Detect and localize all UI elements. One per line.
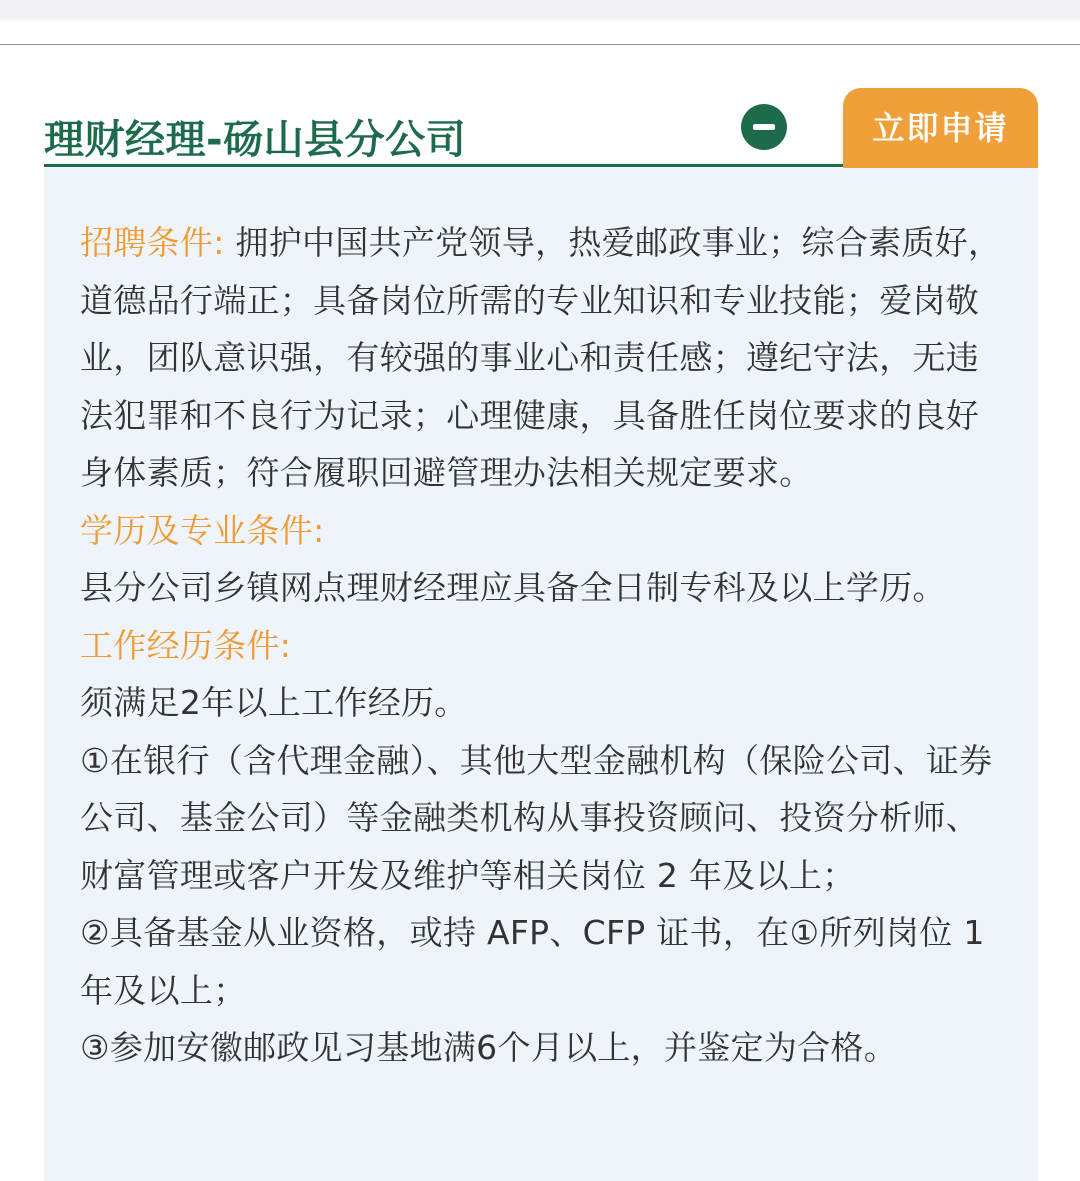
education-label: 学历及专业条件:: [80, 510, 325, 550]
experience-label: 工作经历条件:: [80, 625, 292, 665]
job-title: 理财经理-砀山县分公司: [44, 117, 467, 163]
job-details-panel: [44, 168, 1038, 1181]
minus-circle-icon[interactable]: [741, 104, 787, 150]
experience-item-1: ①在银行（含代理金融）、其他大型金融机构（保险公司、证券公司、基金公司）等金融类机构从事投资顾问、投资分析师、财富管理或客户开发及维护等相关岗位 2 年及以上；: [80, 740, 993, 895]
apply-now-button[interactable]: 立即申请: [843, 88, 1038, 168]
recruit-conditions: [80, 214, 1010, 502]
job-details-content: [80, 214, 1010, 1077]
education-text: 县分公司乡镇网点理财经理应具备全日制专科及以上学历。: [80, 568, 946, 607]
minus-bar: [753, 124, 775, 130]
title-underline: [44, 164, 844, 167]
job-header: [44, 88, 1038, 172]
experience-item-3: ③参加安徽邮政见习基地满6个月以上，并鉴定为合格。: [80, 1028, 898, 1067]
top-bar: [0, 0, 1080, 45]
recruit-conditions-label: 招聘条件:: [80, 223, 225, 262]
experience-intro: 须满足2年以上工作经历。: [80, 683, 468, 722]
experience-item-2: ②具备基金从业资格，或持 AFP、CFP 证书，在①所列岗位 1 年及以上；: [80, 913, 985, 1010]
recruit-conditions-text: 拥护中国共产党领导，热爱邮政事业；综合素质好，道德品行端正；具备岗位所需的专业知识和专业技能；爱岗敬业，团队意识强，有较强的事业心和责任感；遵纪守法，无违法犯罪和不良行为记录；心理健康，具备胜任岗位要求的良好身体素质；符合履职回避管理办法相关规定要求。: [80, 223, 1002, 492]
